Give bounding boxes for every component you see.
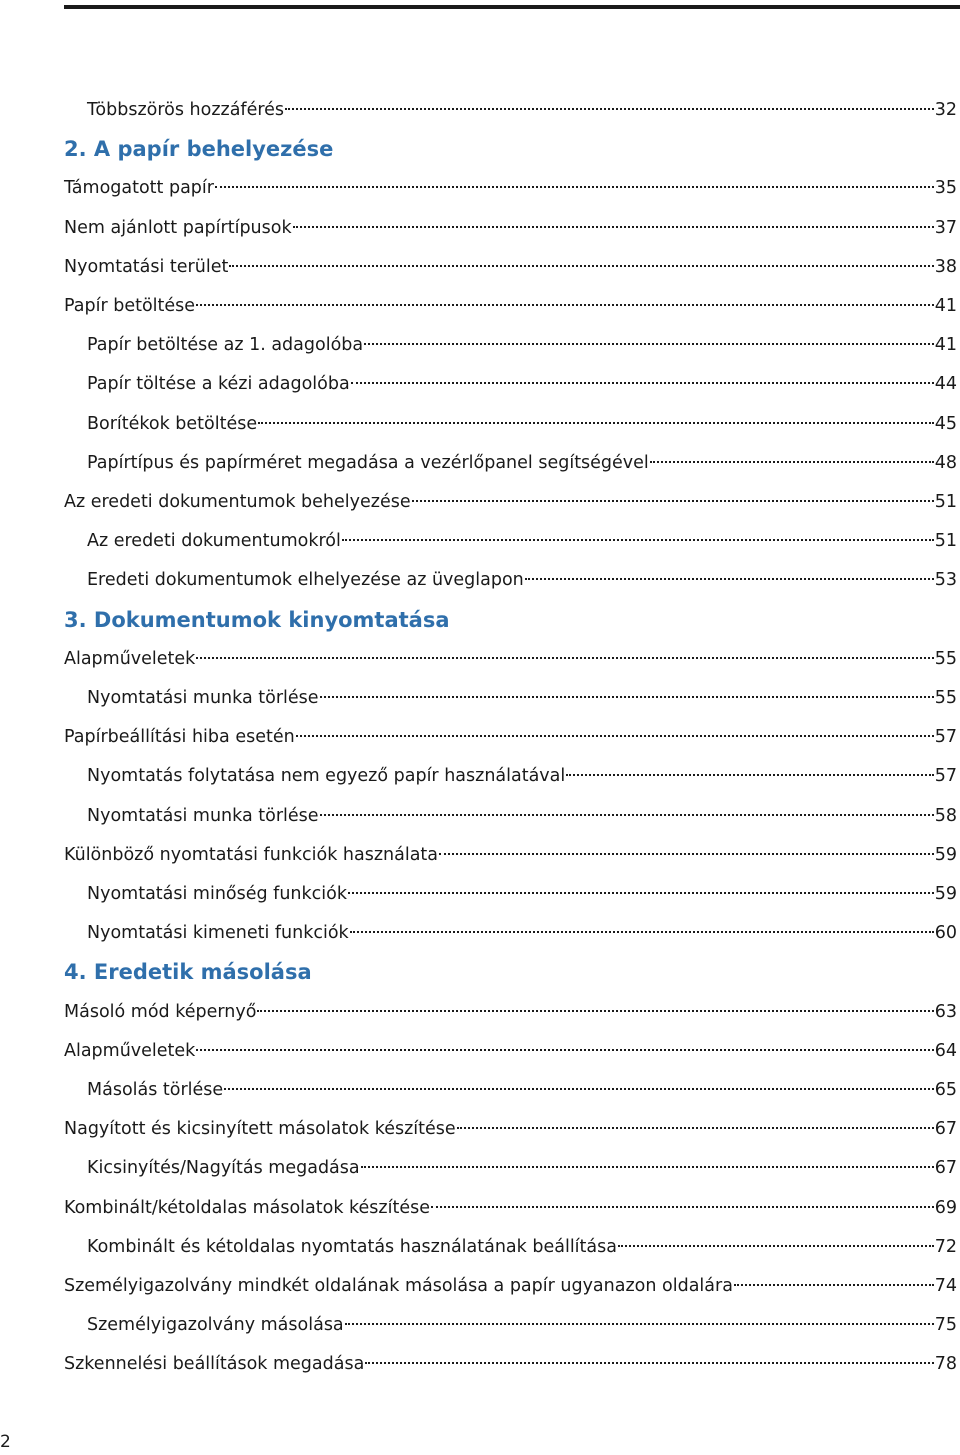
toc-entry-page: 55 xyxy=(934,688,957,708)
toc-entry-title: Másoló mód képernyő xyxy=(64,1001,257,1022)
toc-entry-page: 67 xyxy=(934,1119,957,1140)
toc-entry-page: 32 xyxy=(934,100,957,120)
dot-leader xyxy=(296,735,934,737)
toc-entry-title: Kombinált/kétoldalas másolatok készítése xyxy=(64,1197,430,1218)
toc-entry-page: 41 xyxy=(934,296,957,316)
toc-entry-page: 51 xyxy=(934,531,957,552)
toc-entry-title: Borítékok betöltése xyxy=(87,413,258,434)
toc-entry-title: Nyomtatási munka törlése xyxy=(87,805,319,826)
toc-entry-page: 44 xyxy=(934,374,957,395)
toc-entry[interactable] xyxy=(87,1153,957,1183)
dot-leader xyxy=(525,578,934,580)
dot-leader xyxy=(351,382,934,384)
dot-leader xyxy=(361,1166,934,1168)
toc-entry[interactable] xyxy=(64,997,957,1027)
toc-entry-title: Alapműveletek xyxy=(64,648,196,669)
toc-chapter-heading[interactable]: 2. A papír behelyezése xyxy=(64,137,334,162)
toc-entry[interactable] xyxy=(87,761,957,791)
toc-entry-title: Másolás törlése xyxy=(87,1080,224,1100)
toc-entry[interactable] xyxy=(87,330,957,360)
toc-entry-page: 55 xyxy=(934,648,957,669)
toc-entry-page: 65 xyxy=(934,1080,957,1100)
dot-leader xyxy=(224,1088,934,1090)
toc-entry-title: Nyomtatási munka törlése xyxy=(87,688,319,708)
toc-entry[interactable] xyxy=(87,409,957,439)
dot-leader xyxy=(342,539,934,541)
toc-entry-title: Nyomtatási kimeneti funkciók xyxy=(87,923,349,944)
dot-leader xyxy=(285,108,934,110)
toc-entry-title: Eredeti dokumentumok elhelyezése az üveglapon xyxy=(87,570,524,591)
toc-entry[interactable] xyxy=(87,526,957,556)
toc-entry-title: Szkennelési beállítások megadása xyxy=(64,1354,365,1375)
dot-leader xyxy=(258,422,934,424)
toc-entry[interactable] xyxy=(64,1271,957,1301)
dot-leader xyxy=(345,1323,934,1325)
toc-entry[interactable] xyxy=(87,683,957,713)
toc-entry-title: Személyigazolvány másolása xyxy=(87,1315,344,1336)
dot-leader xyxy=(431,1206,934,1208)
toc-entry-page: 59 xyxy=(934,844,957,865)
dot-leader xyxy=(215,186,934,188)
dot-leader xyxy=(348,892,934,894)
toc-entry-title: Papírtípus és papírméret megadása a vezérlőpanel segítségével xyxy=(87,452,649,473)
toc-entry-title: Támogatott papír xyxy=(64,178,214,199)
toc-entry-title: Az eredeti dokumentumokról xyxy=(87,531,341,552)
toc-entry-page: 75 xyxy=(934,1315,957,1336)
dot-leader xyxy=(650,461,934,463)
toc-entry-page: 48 xyxy=(934,452,957,473)
toc-entry[interactable] xyxy=(64,722,957,752)
dot-leader xyxy=(293,226,934,228)
toc-entry[interactable] xyxy=(64,252,957,282)
toc-entry-title: Személyigazolvány mindkét oldalának másolása a papír ugyanazon oldalára xyxy=(64,1276,733,1296)
dot-leader xyxy=(364,343,934,345)
toc-entry-title: Nyomtatási minőség funkciók xyxy=(87,884,347,904)
toc-entry-page: 37 xyxy=(934,217,957,238)
toc-entry[interactable] xyxy=(87,1075,957,1105)
toc-entry-page: 57 xyxy=(934,727,957,748)
dot-leader xyxy=(734,1284,934,1286)
toc-entry[interactable] xyxy=(64,1349,957,1379)
toc-entry[interactable] xyxy=(87,879,957,909)
dot-leader xyxy=(257,1010,933,1012)
dot-leader xyxy=(196,304,934,306)
toc-entry-page: 45 xyxy=(934,413,957,434)
toc-entry[interactable] xyxy=(87,448,957,478)
dot-leader xyxy=(365,1362,933,1364)
top-rule xyxy=(64,5,960,9)
toc-entry[interactable] xyxy=(87,801,957,831)
toc-entry-page: 60 xyxy=(934,923,957,944)
toc-entry-title: Kombinált és kétoldalas nyomtatás használatának beállítása xyxy=(87,1236,617,1257)
toc-entry[interactable] xyxy=(87,369,957,399)
toc-entry[interactable] xyxy=(64,1193,957,1223)
toc-entry-title: Kicsinyítés/Nagyítás megadása xyxy=(87,1158,360,1179)
toc-entry-page: 63 xyxy=(934,1001,957,1022)
toc-entry-page: 72 xyxy=(934,1236,957,1257)
toc-entry-page: 78 xyxy=(934,1354,957,1375)
toc-chapter-heading[interactable]: 4. Eredetik másolása xyxy=(64,960,312,985)
toc-entry[interactable] xyxy=(87,95,957,125)
dot-leader xyxy=(412,500,934,502)
toc-entry-title: Nyomtatás folytatása nem egyező papír használatával xyxy=(87,766,566,787)
dot-leader xyxy=(566,774,933,776)
toc-entry-page: 64 xyxy=(934,1040,957,1061)
toc-entry[interactable] xyxy=(87,1232,957,1262)
toc-entry-title: Az eredeti dokumentumok behelyezése xyxy=(64,492,411,512)
dot-leader xyxy=(229,265,933,267)
toc-entry-title: Alapműveletek xyxy=(64,1040,196,1061)
toc-entry[interactable] xyxy=(87,565,957,595)
toc-entry[interactable] xyxy=(64,213,957,243)
toc-entry-title: Papírbeállítási hiba esetén xyxy=(64,727,295,748)
toc-entry-title: Nagyított és kicsinyített másolatok készítése xyxy=(64,1119,456,1140)
toc-entry-page: 35 xyxy=(934,178,957,199)
dot-leader xyxy=(439,853,934,855)
toc-chapter-heading[interactable]: 3. Dokumentumok kinyomtatása xyxy=(64,607,450,632)
toc-entry[interactable] xyxy=(64,173,957,203)
toc-entry-title: Többszörös hozzáférés xyxy=(87,100,285,120)
dot-leader xyxy=(457,1127,934,1129)
toc-entry[interactable] xyxy=(64,1114,957,1144)
toc-entry-page: 74 xyxy=(934,1276,957,1296)
dot-leader xyxy=(320,696,934,698)
toc-entry[interactable] xyxy=(64,487,957,517)
toc-entry-page: 38 xyxy=(934,256,957,277)
toc-entry-page: 67 xyxy=(934,1158,957,1179)
toc-entry-title: Nem ajánlott papírtípusok xyxy=(64,217,292,238)
dot-leader xyxy=(196,657,933,659)
toc-entry-title: Különböző nyomtatási funkciók használata xyxy=(64,844,439,865)
toc-entry-title: Papír töltése a kézi adagolóba xyxy=(87,374,350,395)
toc-entry[interactable] xyxy=(87,1310,957,1340)
toc-entry-title: Papír betöltése xyxy=(64,296,196,316)
toc-entry[interactable] xyxy=(64,1036,957,1066)
toc-entry-page: 58 xyxy=(934,805,957,826)
dot-leader xyxy=(320,814,934,816)
toc-entry[interactable] xyxy=(64,644,957,674)
toc-entry-page: 59 xyxy=(934,884,957,904)
toc-entry-page: 51 xyxy=(934,492,957,512)
toc-entry[interactable] xyxy=(64,840,957,870)
dot-leader xyxy=(196,1049,933,1051)
toc-entry-page: 69 xyxy=(934,1197,957,1218)
toc-entry-page: 53 xyxy=(934,570,957,591)
toc-entry-page: 41 xyxy=(934,335,957,356)
toc-entry-page: 57 xyxy=(934,766,957,787)
toc-entry-title: Nyomtatási terület xyxy=(64,256,229,277)
page-number: 2 xyxy=(0,1432,11,1452)
dot-leader xyxy=(350,931,934,933)
toc-entry[interactable] xyxy=(87,918,957,948)
toc-entry-title: Papír betöltése az 1. adagolóba xyxy=(87,335,364,356)
toc-entry[interactable] xyxy=(64,291,957,321)
dot-leader xyxy=(618,1245,934,1247)
